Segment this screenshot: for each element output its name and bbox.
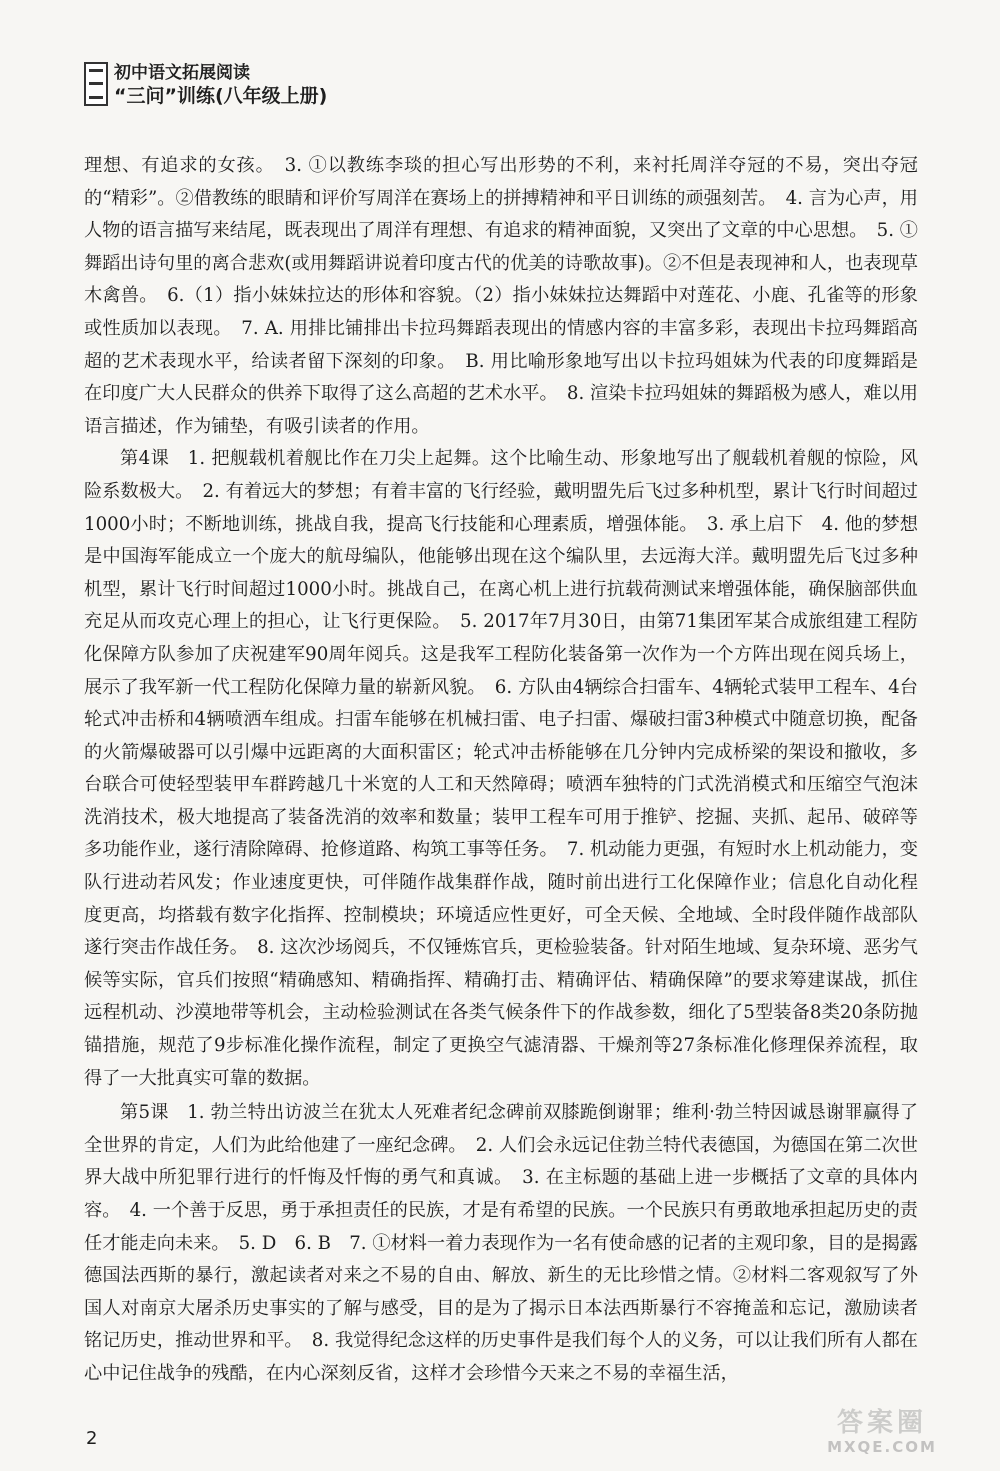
series-title: 初中语文拓展阅读	[114, 63, 250, 83]
watermark-logo-text: 答案圈	[836, 1408, 927, 1438]
answer-paragraph-lesson-4: 第4课 1. 把舰载机着舰比作在刀尖上起舞。这个比喻生动、形象地写出了舰载机着舰的惊险，风险系数极大。 2. 有着远大的梦想；有着丰富的飞行经验，戴明盟先后飞过多种机型，累计飞行时间超过1000小时；不断地训练，挑战自我，提高飞行技能和心理素质，增强体能。 3. 承上启下 4. 他的梦想是中国海军能成立一个庞大的航母编队，他能够出现在这个编队里，去远海大洋。戴明盟先后飞过多种机型，累计飞行时间超过1000小时。挑战自己，在离心机上进行抗载荷测试来增强体能，确保脑部供血充足从而攻克心理上的担心，让飞行更保险。 5. 2017年7月30日，由第71集团军某合成旅组建工程防化保障方队参加了庆祝建军90周年阅兵。这是我军工程防化装备第一次作为一个方阵出现在阅兵场上，展示了我军新一代工程防化保障力量的崭新风貌。 6. 方队由4辆综合扫雷车、4辆轮式装甲工程车、4台轮式冲击桥和4辆喷洒车组成。扫雷车能够在机械扫雷、电子扫雷、爆破扫雷3种模式中随意切换，配备的火箭爆破器可以引爆中远距离的大面积雷区；轮式冲击桥能够在几分钟内完成桥梁的架设和撤收，多台联合可使轻型装甲车群跨越几十米宽的人工和天然障碍；喷洒车独特的门式洗消模式和压缩空气泡沫洗消技术，极大地提高了装备洗消的效率和数量；装甲工程车可用于推铲、挖掘、夹抓、起吊、破碎等多功能作业，遂行清除障碍、抢修道路、构筑工事等任务。 7. 机动能力更强，有短时水上机动能力，变队行进动若风发；作业速度更快，可伴随作战集群作战，随时前出进行工化保障作业；信息化自动化程度更高，均搭载有数字化指挥、控制模块；环境适应性更好，可全天候、全地域、全时段伴随作战部队遂行突击作战任务。 8. 这次沙场阅兵，不仅锤炼官兵，更检验装备。针对陌生地域、复杂环境、恶劣气候等实际，官兵们按照“精确感知、精确指挥、精确打击、精确评估、精确保障”的要求筹建谋战，抓住远程机动、沙漠地带等机会，主动检验测试在各类气候条件下的作战参数，细化了5型装备8类20条防抛锚措施，规范了9步标准化操作流程，制定了更换空气滤清器、干燥剂等27条标准化修理保养流程，取得了一大批真实可靠的数据。	[84, 448, 918, 1089]
answer-paragraph-continuation: 理想、有追求的女孩。 3. ①以教练李琰的担心写出形势的不利，来衬托周洋夺冠的不易，突出夺冠的“精彩”。②借教练的眼睛和评价写周洋在赛场上的拼搏精神和平日训练的顽强刻苦。 4. 言为心声，用人物的语言描写来结尾，既表现出了周洋有理想、有追求的精神面貌，又突出了文章的中心思想。 5. ①舞蹈出诗句里的离合悲欢(或用舞蹈讲说着印度古代的优美的诗歌故事)。②不但是表现神和人，也表现草木禽兽。 6.（1）指小妹妹拉达的形体和容貌。（2）指小妹妹拉达舞蹈中对莲花、小鹿、孔雀等的形象或性质加以表现。 7. A. 用排比铺排出卡拉玛舞蹈表现出的情感内容的丰富多彩，表现出卡拉玛舞蹈高超的艺术表现水平，给读者留下深刻的印象。 B. 用比喻形象地写出以卡拉玛姐妹为代表的印度舞蹈是在印度广大人民群众的供养下取得了这么高超的艺术水平。 8. 渲染卡拉玛姐妹的舞蹈极为感人，难以用语言描述，作为铺垫，有吸引读者的作用。	[84, 155, 918, 437]
page-header	[84, 62, 327, 108]
answer-paragraph-lesson-5: 第5课 1. 勃兰特出访波兰在犹太人死难者纪念碑前双膝跪倒谢罪；维利·勃兰特因诚恳谢罪赢得了全世界的肯定，人们为此给他建了一座纪念碑。 2. 人们会永远记住勃兰特代表德国，为德国在第二次世界大战中所犯罪行进行的忏悔及忏悔的勇气和真诚。 3. 在主标题的基础上进一步概括了文章的具体内容。 4. 一个善于反思，勇于承担责任的民族，才是有希望的民族。一个民族只有勇敢地承担起历史的责任才能走向未来。 5. D 6. B 7. ①材料一着力表现作为一名有使命感的记者的主观印象，目的是揭露德国法西斯的暴行，激起读者对来之不易的自由、解放、新生的无比珍惜之情。②材料二客观叙写了外国人对南京大屠杀历史事实的了解与感受，目的是为了揭示日本法西斯暴行不容掩盖和忘记，激励读者铭记历史，推动世界和平。 8. 我觉得纪念这样的历史事件是我们每个人的义务，可以让我们所有人都在心中记住战争的残酷，在内心深刻反省，这样才会珍惜今天来之不易的幸福生活，	[84, 1102, 918, 1384]
answer-content	[84, 150, 918, 1391]
watermark-url: MXQE.COM	[827, 1438, 937, 1456]
book-title: “三问”训练(八年级上册)	[114, 85, 328, 107]
page-number: 2	[86, 1428, 98, 1449]
header-text	[114, 62, 327, 108]
site-watermark	[782, 1408, 982, 1464]
book-series-logo-icon	[84, 62, 108, 106]
